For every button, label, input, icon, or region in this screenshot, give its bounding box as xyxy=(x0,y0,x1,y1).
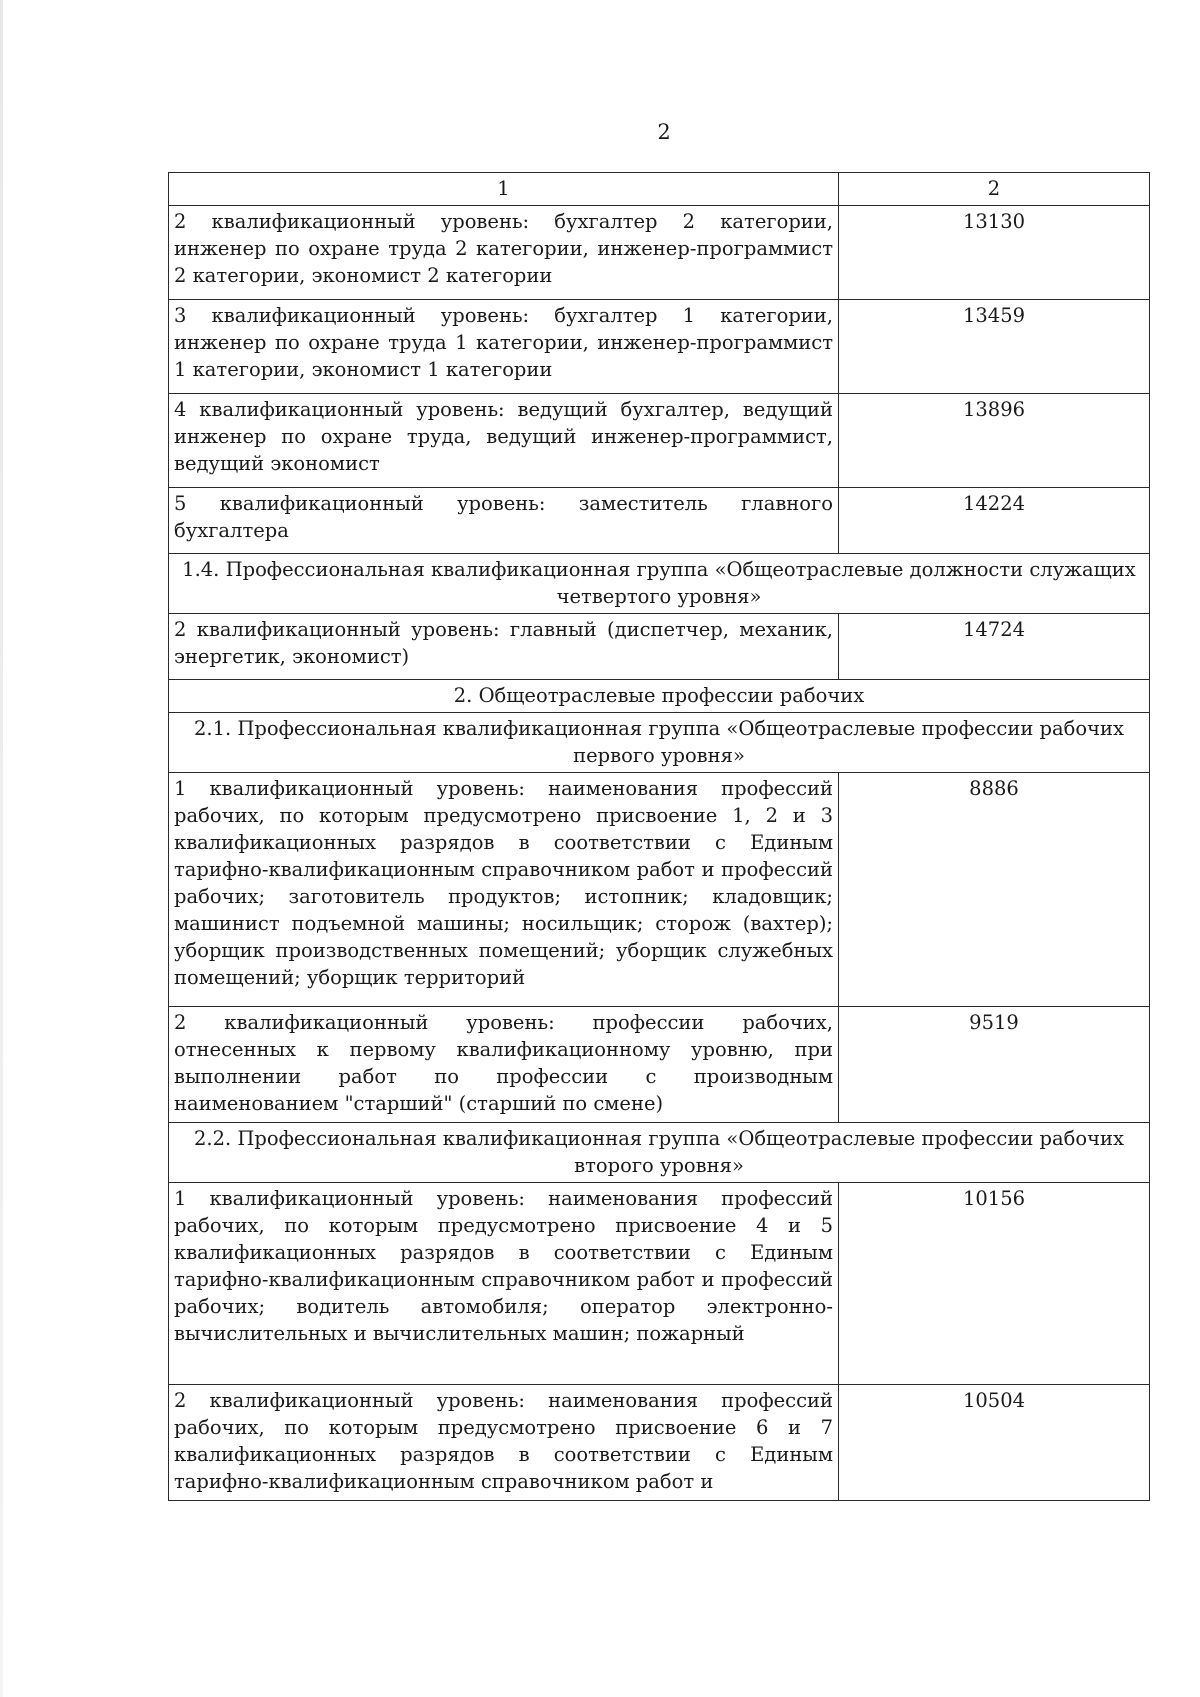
level-description: 2 квалификационный уровень: главный (диспетчер, механик, энергетик, экономист) xyxy=(169,614,839,680)
level-description: 1 квалификационный уровень: наименования профессий рабочих, по которым предусмотрено присвоение 1, 2 и 3 квалификационных разрядов в соответствии с Единым тарифно-квалификационным справочником работ и профессий рабочих; заготовитель продуктов; истопник; кладовщик; машинист подъемной машины; носильщик; сторож (вахтер); уборщик производственных помещений; уборщик служебных помещений; уборщик территорий xyxy=(169,773,839,1007)
column-header-1: 1 xyxy=(169,173,839,206)
salary-value: 10504 xyxy=(839,1385,1150,1501)
level-description: 3 квалификационный уровень: бухгалтер 1 категории, инженер по охране труда 1 категории, инженер-программист 1 категории, экономист 1 категории xyxy=(169,300,839,394)
salary-value: 14224 xyxy=(839,488,1150,554)
group-row xyxy=(169,713,1150,773)
level-description: 2 квалификационный уровень: наименования профессий рабочих, по которым предусмотрено присвоение 6 и 7 квалификационных разрядов в соответствии с Единым тарифно-квалификационным справочником работ и xyxy=(169,1385,839,1501)
level-description: 4 квалификационный уровень: ведущий бухгалтер, ведущий инженер по охране труда, ведущий инженер-программист, ведущий экономист xyxy=(169,394,839,488)
salary-value: 9519 xyxy=(839,1007,1150,1123)
level-description: 2 квалификационный уровень: профессии рабочих, отнесенных к первому квалификационному уровню, при выполнении работ по профессии с производным наименованием "старший" (старший по смене) xyxy=(169,1007,839,1123)
salary-value: 8886 xyxy=(839,773,1150,1007)
salary-table xyxy=(168,172,1150,1501)
salary-value: 13896 xyxy=(839,394,1150,488)
level-description: 1 квалификационный уровень: наименования профессий рабочих, по которым предусмотрено присвоение 4 и 5 квалификационных разрядов в соответствии с Единым тарифно-квалификационным справочником работ и профессий рабочих; водитель автомобиля; оператор электронно-вычислительных и вычислительных машин; пожарный xyxy=(169,1183,839,1385)
group-row xyxy=(169,1123,1150,1183)
table-row xyxy=(169,773,1150,1007)
scan-edge xyxy=(0,0,3,1697)
section-heading: 2. Общеотраслевые профессии рабочих xyxy=(169,680,1150,713)
table-row xyxy=(169,614,1150,680)
salary-value: 10156 xyxy=(839,1183,1150,1385)
group-row xyxy=(169,554,1150,614)
salary-value: 14724 xyxy=(839,614,1150,680)
group-heading: 2.2. Профессиональная квалификационная группа «Общеотраслевые профессии рабочих второго уровня» xyxy=(169,1123,1150,1183)
section-row xyxy=(169,680,1150,713)
table-row xyxy=(169,488,1150,554)
table-row xyxy=(169,300,1150,394)
table-row xyxy=(169,1007,1150,1123)
group-heading: 2.1. Профессиональная квалификационная группа «Общеотраслевые профессии рабочих первого уровня» xyxy=(169,713,1150,773)
group-heading: 1.4. Профессиональная квалификационная группа «Общеотраслевые должности служащих четвертого уровня» xyxy=(169,554,1150,614)
table-row xyxy=(169,394,1150,488)
level-description: 2 квалификационный уровень: бухгалтер 2 категории, инженер по охране труда 2 категории, инженер-программист 2 категории, экономист 2 категории xyxy=(169,206,839,300)
table-header-row xyxy=(169,173,1150,206)
level-description: 5 квалификационный уровень: заместитель главного бухгалтера xyxy=(169,488,839,554)
table-row xyxy=(169,206,1150,300)
column-header-2: 2 xyxy=(839,173,1150,206)
salary-value: 13130 xyxy=(839,206,1150,300)
page-number: 2 xyxy=(657,120,671,144)
table-row xyxy=(169,1183,1150,1385)
salary-value: 13459 xyxy=(839,300,1150,394)
table-row xyxy=(169,1385,1150,1501)
